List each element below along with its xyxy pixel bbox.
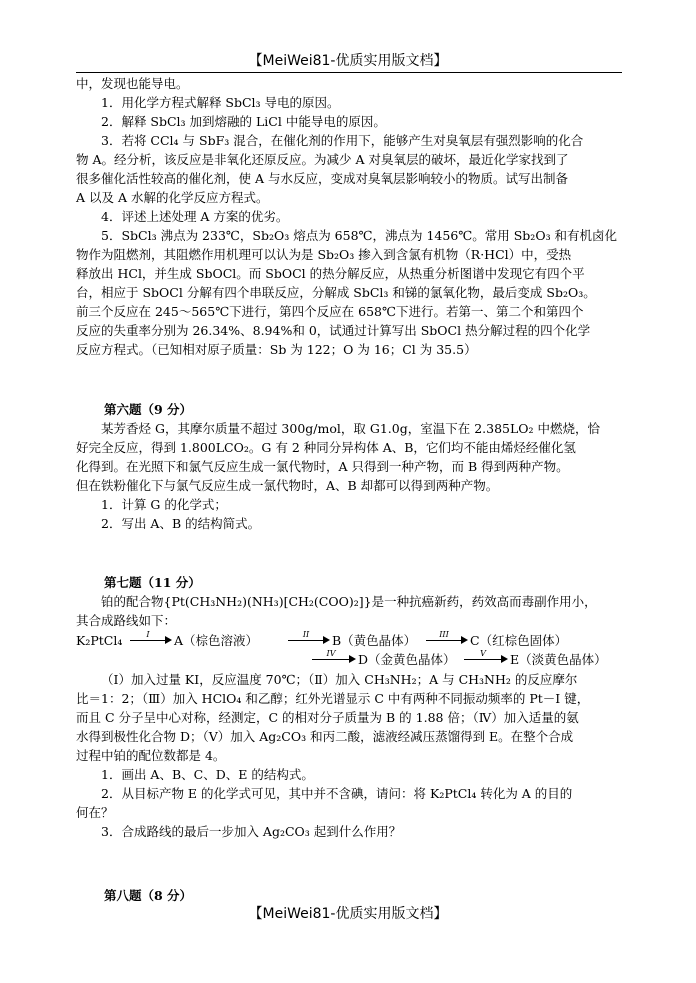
- section-6-line-2: 好完全反应，得到 1.800LCO₂。G 有 2 种同分异构体 A、B，它们均不能由烯烃经催化氢: [76, 440, 576, 455]
- question-4: 4．评述上述处理 A 方案的优劣。: [101, 209, 289, 224]
- question-5-line-5: 前三个反应在 245～565℃下进行，第四个反应在 658℃下进行。若第一、第二个和第四个: [76, 304, 584, 319]
- route-e: E（淡黄色晶体）: [510, 652, 607, 667]
- header-rule: [76, 72, 622, 73]
- conditions-line-3: 而且 C 分子呈中心对称，经测定，C 的相对分子质量为 B 的 1.88 倍；（Ⅳ）加入适量的氨: [76, 710, 579, 725]
- section-7-line-1: 铂的配合物{Pt(CH₃NH₂)(NH₃)[CH₂(COO)₂]}是一种抗癌新药，药效高而毒副作用小，: [101, 594, 597, 609]
- section-6-line-1: 某芳香烃 G，其摩尔质量不超过 300g/mol，取 G1.0g，室温下在 2.385LO₂ 中燃烧，恰: [101, 421, 601, 436]
- section-7-question-2-line-1: 2．从目标产物 E 的化学式可见，其中并不含碘，请问：将 K₂PtCl₄ 转化为 A 的目的: [101, 786, 573, 801]
- route-step-4-label: IV: [326, 649, 336, 658]
- section-7-line-2: 其合成路线如下：: [76, 613, 177, 628]
- route-d: D（金黄色晶体）: [358, 652, 456, 667]
- route-step-1-label: I: [146, 630, 150, 639]
- section-8-heading: 第八题（8 分）: [104, 888, 193, 903]
- conditions-line-4: 水得到极性化合物 D；（Ⅴ）加入 Ag₂CO₃ 和丙二酸，滤液经减压蒸馏得到 E。在整个合成: [76, 729, 574, 744]
- question-3-line-2: 物 A。经分析，该反应是非氧化还原反应。为减少 A 对臭氧层的破坏，最近化学家找到了: [76, 152, 569, 167]
- route-b: B（黄色晶体）: [332, 633, 417, 648]
- question-3-line-3: 很多催化活性较高的催化剂，使 A 与水反应，变成对臭氧层影响较小的物质。试写出制备: [76, 171, 568, 186]
- route-c: C（红棕色固体）: [470, 633, 568, 648]
- synthesis-route: [76, 630, 622, 670]
- route-a: A（棕色溶液）: [174, 633, 259, 648]
- question-3-line-4: A 以及 A 水解的化学反应方程式。: [76, 190, 269, 205]
- section-6-line-4: 但在铁粉催化下与氯气反应生成一氯代物时，A、B 却都可以得到两种产物。: [76, 478, 499, 493]
- question-5-line-4: 台，相应于 SbOCl 分解有四个串联反应，分解成 SbCl₃ 和锑的氯氧化物，最后变成 Sb₂O₃。: [76, 285, 596, 300]
- section-6-heading: 第六题（9 分）: [104, 402, 193, 417]
- question-5-line-7: 反应方程式。（已知相对原子质量：Sb 为 122；O 为 16；Cl 为 35.5）: [76, 342, 477, 357]
- route-step-2-label: II: [302, 630, 310, 639]
- route-step-3-label: III: [439, 630, 449, 639]
- text-line: 中，发现也能导电。: [76, 76, 189, 91]
- question-5-line-2: 物作为阻燃剂，其阻燃作用机理可以认为是 Sb₂O₃ 掺入到含氯有机物（R·HCl）中，受热: [76, 247, 572, 262]
- question-1: 1．用化学方程式解释 SbCl₃ 导电的原因。: [101, 95, 340, 110]
- question-2: 2．解释 SbCl₃ 加到熔融的 LiCl 中能导电的原因。: [101, 114, 386, 129]
- document-body: [76, 74, 622, 905]
- section-6-question-2: 2．写出 A、B 的结构简式。: [101, 516, 261, 531]
- route-step-5-label: V: [480, 649, 486, 658]
- conditions-line-2: 比＝1：2；（Ⅲ）加入 HClO₄ 和乙醇；红外光谱显示 C 中有两种不同振动频率的 Pt－I 键，: [76, 691, 590, 706]
- page-footer: 【MeiWei81-优质实用版文档】: [248, 906, 448, 922]
- section-7-question-1: 1．画出 A、B、C、D、E 的结构式。: [101, 767, 314, 782]
- page-header: 【MeiWei81-优质实用版文档】: [248, 53, 448, 69]
- section-6-line-3: 化得到。在光照下和氯气反应生成一氯代物时，A 只得到一种产物，而 B 得到两种产物。: [76, 459, 569, 474]
- question-5-line-1: 5．SbCl₃ 沸点为 233℃，Sb₂O₃ 熔点为 658℃，沸点为 1456℃。常用 Sb₂O₃ 和有机卤化: [101, 228, 618, 243]
- conditions-line-1: （Ⅰ）加入过量 KI，反应温度 70℃；（Ⅱ）加入 CH₃NH₂；A 与 CH₃NH₂ 的反应摩尔: [101, 672, 578, 687]
- question-3-line-1: 3．若将 CCl₄ 与 SbF₃ 混合，在催化剂的作用下，能够产生对臭氧层有强烈影响的化合: [101, 133, 584, 148]
- section-7-question-2-line-2: 何在？: [76, 805, 114, 820]
- conditions-line-5: 过程中铂的配位数都是 4。: [76, 748, 226, 763]
- section-7-question-3: 3．合成路线的最后一步加入 Ag₂CO₃ 起到什么作用？: [101, 824, 402, 839]
- section-6-question-1: 1．计算 G 的化学式；: [101, 497, 227, 512]
- question-5-line-3: 释放出 HCl，并生成 SbOCl。而 SbOCl 的热分解反应，从热重分析图谱中发现它有四个平: [76, 266, 585, 281]
- section-7-heading: 第七题（11 分）: [104, 575, 201, 590]
- route-start: K₂PtCl₄: [76, 633, 123, 648]
- question-5-line-6: 反应的失重率分别为 26.34%、8.94%和 0，试通过计算写出 SbOCl 热分解过程的四个化学: [76, 323, 591, 338]
